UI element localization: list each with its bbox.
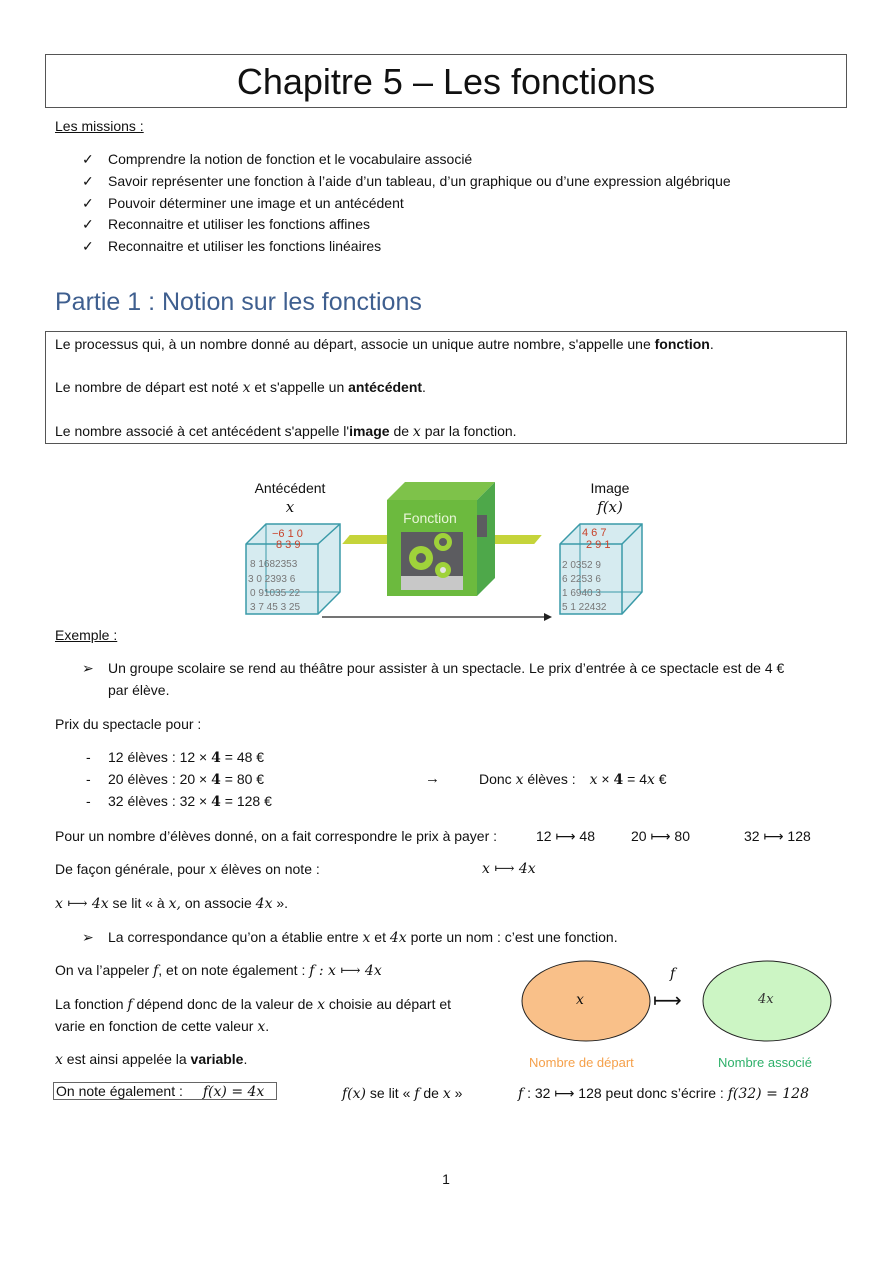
mission-item: ✓ Reconnaitre et utiliser les fonctions affines (82, 216, 370, 232)
price-row: - 20 élèves : 20 × 4 = 80 € (86, 771, 265, 788)
function-box-label: Fonction (403, 510, 457, 526)
function-box-icon (385, 480, 497, 600)
correspondence-name: La correspondance qu’on a établie entre x et 4x porte un nom : c’est une fonction. (108, 929, 618, 946)
mission-item: ✓ Comprendre la notion de fonction et le vocabulaire associé (82, 151, 473, 167)
map-20: 20 ⟼ 80 (631, 828, 690, 844)
svg-text:8 1682353: 8 1682353 (250, 559, 298, 570)
checkmark-icon: ✓ (82, 238, 94, 254)
diagram-arrow-label: f (670, 966, 676, 982)
svg-text:−6 1 0: −6 1 0 (272, 528, 303, 540)
diagram-right-expr: 4x (758, 992, 774, 1007)
svg-text:2 9 1: 2 9 1 (586, 539, 611, 551)
price-label: Prix du spectacle pour : (55, 716, 202, 732)
dependence-line-cont: varie en fonction de cette valeur x. (55, 1018, 270, 1035)
price-row: - 32 élèves : 32 × 4 = 128 € (86, 793, 272, 810)
f32-example: f : 32 ⟼ 128 peut donc s’écrire : f(32) = 128 (518, 1085, 809, 1102)
map-reading: x ⟼ 4x se lit « à x, on associe 4x ». (55, 895, 289, 912)
checkmark-icon: ✓ (82, 173, 94, 189)
mapping-diagram (520, 958, 850, 1073)
example-heading: Exemple : (55, 627, 118, 643)
variable-line: x est ainsi appelée la variable. (55, 1051, 248, 1068)
svg-text:0 91035 22: 0 91035 22 (250, 588, 301, 599)
svg-text:3 0 2393 6: 3 0 2393 6 (248, 574, 296, 585)
definition-image: Le nombre associé à cet antécédent s'appelle l'image de x par la fonction. (55, 423, 517, 440)
definition-antecedent: Le nombre de départ est noté x et s'appelle un antécédent. (55, 379, 426, 396)
antecedent-label: Antécédent (254, 480, 326, 496)
ellipses-icon (520, 958, 850, 1048)
image-label: Image (590, 480, 630, 496)
example-intro: Un groupe scolaire se rend au théâtre pour assister à un spectacle. Le prix d’entrée à ce spectacle est de 4 € (108, 660, 785, 676)
antecedent-var: x (285, 498, 295, 516)
output-cube-icon (558, 522, 644, 617)
mission-item: ✓ Reconnaitre et utiliser les fonctions linéaires (82, 238, 382, 254)
diagram-left-caption: Nombre de départ (529, 1055, 634, 1070)
mission-item: ✓ Savoir représenter une fonction à l’aide d’un tableau, d’un graphique ou d’une expression algébrique (82, 173, 731, 189)
note-box: On note également : f(x) = 4x (53, 1083, 277, 1100)
dependence-line: La fonction f dépend donc de la valeur de x choisie au départ et (55, 996, 452, 1013)
checkmark-icon: ✓ (82, 151, 94, 167)
svg-text:6 2253 6: 6 2253 6 (562, 574, 601, 585)
checkmark-icon: ✓ (82, 195, 94, 211)
example-intro-cont: par élève. (108, 682, 170, 698)
map-32: 32 ⟼ 128 (744, 828, 811, 844)
general-price: Donc x élèves : x × 4 = 4x € (479, 771, 667, 788)
svg-text:3 7 45 3 25: 3 7 45 3 25 (250, 602, 301, 613)
page-title: Chapitre 5 – Les fonctions (45, 54, 847, 108)
mission-item: ✓ Pouvoir déterminer une image et un antécédent (82, 195, 404, 211)
bullet-icon: ➢ (82, 660, 94, 676)
svg-text:8 3 9: 8 3 9 (276, 539, 301, 551)
diagram-left-var: x (576, 992, 584, 1008)
definition-fonction: Le processus qui, à un nombre donné au départ, associe un unique autre nombre, s'appelle une fonction. (55, 336, 714, 352)
diagram-right-caption: Nombre associé (718, 1055, 812, 1070)
svg-text:2 0352 9: 2 0352 9 (562, 560, 601, 571)
page-number: 1 (442, 1171, 450, 1187)
svg-text:4 6 7: 4 6 7 (582, 527, 607, 539)
image-var: f(x) (597, 498, 623, 516)
general-map: x ⟼ 4x (482, 861, 536, 877)
correspondence-text: Pour un nombre d’élèves donné, on a fait correspondre le prix à payer : (55, 828, 498, 844)
checkmark-icon: ✓ (82, 216, 94, 232)
definition-box (45, 331, 847, 444)
svg-text:1 6940 3: 1 6940 3 (562, 588, 601, 599)
diagram-mapsto-icon: ⟼ (653, 990, 682, 1012)
bullet-icon: ➢ (82, 929, 94, 945)
input-cube-icon (244, 522, 344, 617)
general-text: De façon générale, pour x élèves on note : (55, 861, 320, 878)
svg-text:5 1 22432: 5 1 22432 (562, 602, 607, 613)
map-12: 12 ⟼ 48 (536, 828, 595, 844)
function-machine-illustration (230, 470, 650, 630)
section-heading: Partie 1 : Notion sur les fonctions (55, 288, 422, 316)
naming-line: On va l’appeler f, et on note également : f : x ⟼ 4x (55, 962, 382, 979)
process-arrow-icon (322, 612, 552, 622)
fx-reading: f(x) se lit « f de x » (342, 1085, 463, 1102)
price-row: - 12 élèves : 12 × 4 = 48 € (86, 749, 265, 766)
arrow-icon: → (425, 770, 440, 787)
missions-heading: Les missions : (55, 118, 144, 134)
